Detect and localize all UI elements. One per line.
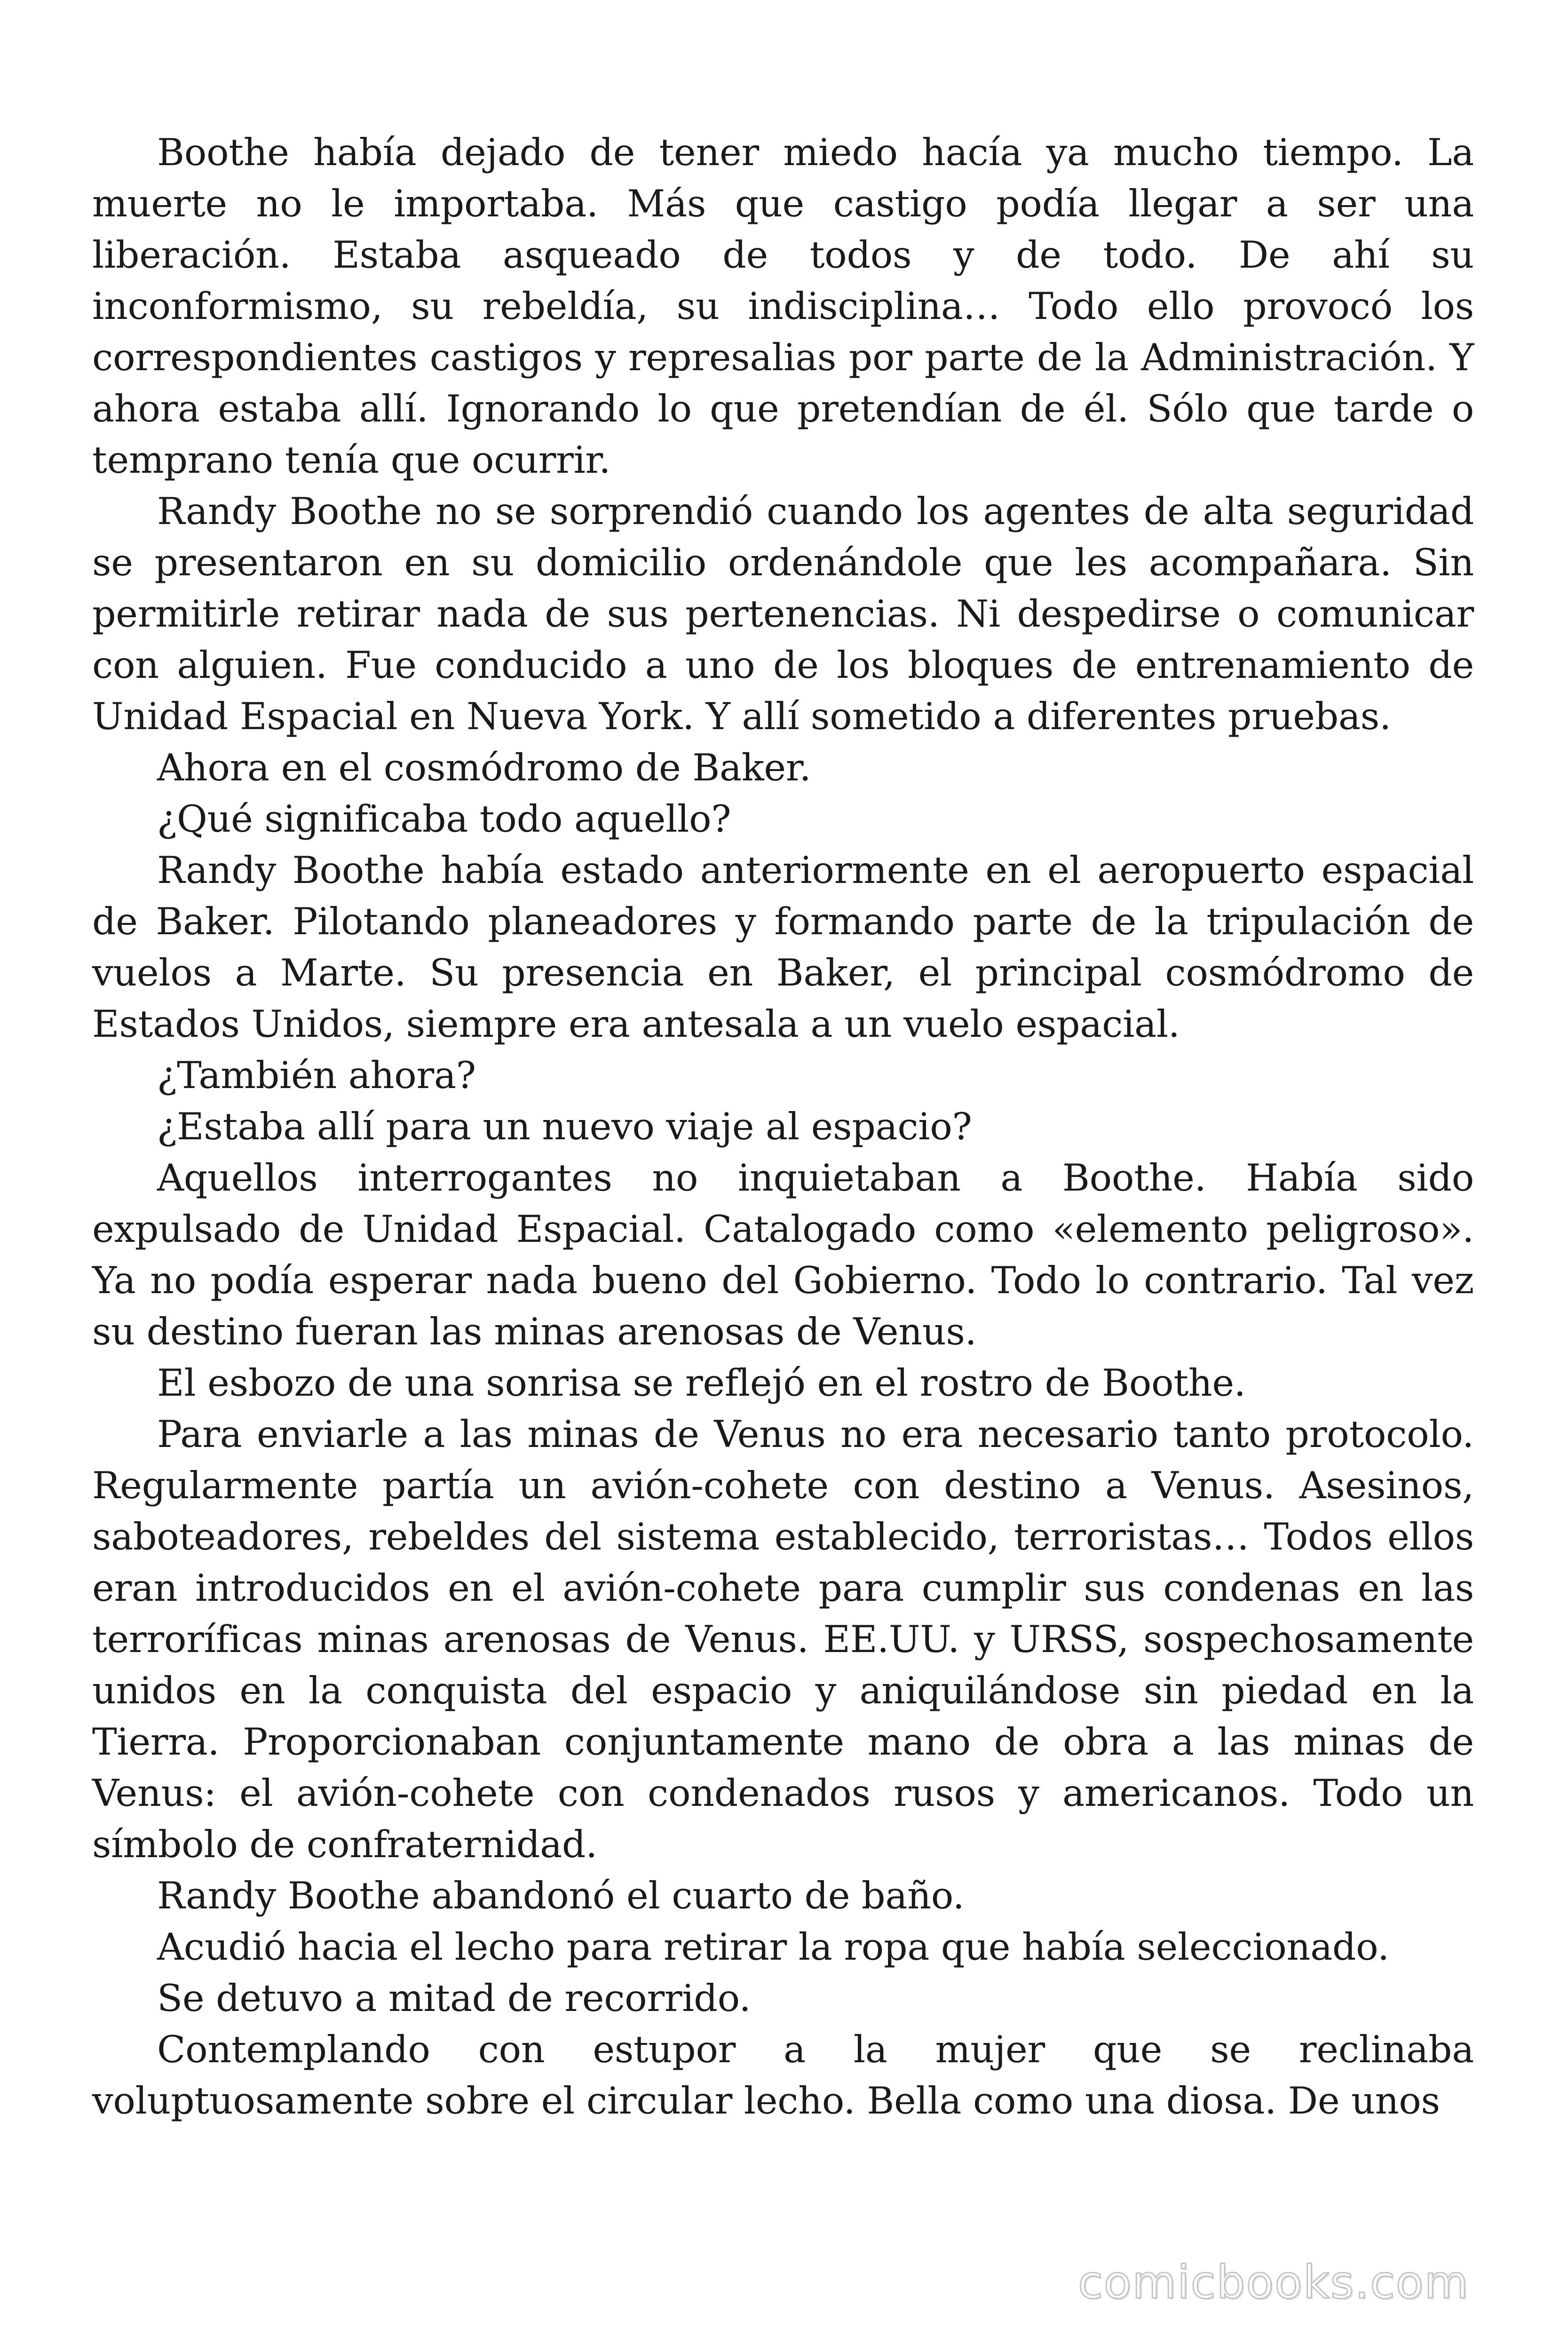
paragraph: Randy Boothe había estado anteriormente en el aeropuerto espacial de Baker. Pilotando planeadores y formando parte de la tripulación de vuelos a Marte. Su presencia en Baker, el principal cosmódromo de Estados Unidos, siempre era antesala a un vuelo espacial. bbox=[92, 849, 1474, 1046]
paragraph: Aquellos interrogantes no inquietaban a Boothe. Había sido expulsado de Unidad Espacial. Catalogado como «elemento peligroso». Ya no podía esperar nada bueno del Gobierno. Todo lo contrario. Tal vez su destino fueran las minas arenosas de Venus. bbox=[92, 1156, 1474, 1353]
page-body bbox=[92, 127, 1474, 2127]
paragraph: ¿Estaba allí para un nuevo viaje al espacio? bbox=[157, 1105, 972, 1148]
paragraph: Para enviarle a las minas de Venus no era necesario tanto protocolo. Regularmente partía un avión-cohete con destino a Venus. Asesinos, saboteadores, rebeldes del sistema establecido, terroristas… Todos ellos eran introducidos en el avión-cohete para cumplir sus condenas en las terroríficas minas arenosas de Venus. EE.UU. y URSS, sospechosamente unidos en la conquista del espacio y aniquilándose sin piedad en la Tierra. Proporcionaban conjuntamente mano de obra a las minas de Venus: el avión-cohete con condenados rusos y americanos. Todo un símbolo de confraternidad. bbox=[92, 1413, 1474, 1866]
paragraph: Se detuvo a mitad de recorrido. bbox=[157, 1977, 751, 2020]
paragraph: Contemplando con estupor a la mujer que se reclinaba voluptuosamente sobre el circular lecho. Bella como una diosa. De unos bbox=[92, 2028, 1474, 2122]
paragraph: Acudió hacia el lecho para retirar la ropa que había seleccionado. bbox=[157, 1925, 1389, 1969]
paragraph: Randy Boothe no se sorprendió cuando los agentes de alta seguridad se presentaron en su domicilio ordenándole que les acompañara. Sin permitirle retirar nada de sus pertenencias. Ni despedirse o comunicar con alguien. Fue conducido a uno de los bloques de entrenamiento de Unidad Espacial en Nueva York. Y allí sometido a diferentes pruebas. bbox=[92, 490, 1474, 738]
paragraph: Ahora en el cosmódromo de Baker. bbox=[157, 746, 811, 789]
paragraph: Boothe había dejado de tener miedo hacía ya mucho tiempo. La muerte no le importaba. Más que castigo podía llegar a ser una liberación. Estaba asqueado de todos y de todo. De ahí su inconformismo, su rebeldía, su indisciplina… Todo ello provocó los correspondientes castigos y represalias por parte de la Administración. Y ahora estaba allí. Ignorando lo que pretendían de él. Sólo que tarde o temprano tenía que ocurrir. bbox=[92, 131, 1474, 482]
paragraph: ¿También ahora? bbox=[157, 1054, 476, 1097]
watermark: comicbooks.com bbox=[1077, 2256, 1469, 2309]
paragraph: El esbozo de una sonrisa se reflejó en el rostro de Boothe. bbox=[157, 1361, 1246, 1405]
paragraph: ¿Qué significaba todo aquello? bbox=[157, 797, 731, 841]
paragraph: Randy Boothe abandonó el cuarto de baño. bbox=[157, 1874, 965, 1917]
